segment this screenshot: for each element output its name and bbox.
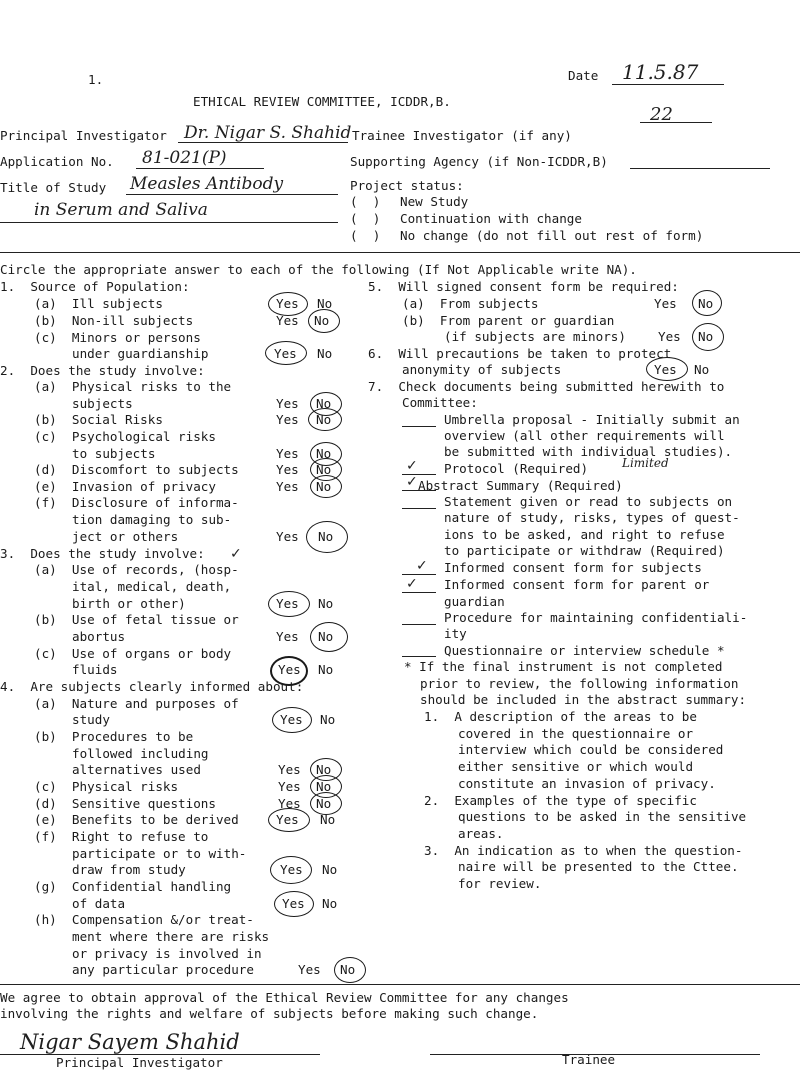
info-1-line-2: covered in the questionnaire or	[458, 726, 694, 741]
q2f-label-2: tion damaging to sub-	[72, 512, 232, 527]
q4b-no[interactable]: No	[316, 762, 332, 777]
q4c-yes[interactable]: Yes	[278, 779, 301, 794]
q4a-no[interactable]: No	[320, 712, 336, 727]
agency-label: Supporting Agency (if Non-ICDDR,B)	[350, 154, 608, 169]
info-2-line-2: questions to be asked in the sensitive	[458, 809, 747, 824]
pi-value: Dr. Nigar S. Shahid	[184, 123, 352, 143]
q5a-no[interactable]: No	[698, 296, 714, 311]
q4f-label-3: draw from study	[72, 862, 186, 877]
q1b-no[interactable]: No	[314, 313, 330, 328]
q4g-label-2: of data	[72, 896, 126, 911]
info-1-line-4: either sensitive or which would	[458, 759, 694, 774]
q2a-label-1: (a) Physical risks to the	[34, 379, 232, 394]
info-3-line-2: naire will be presented to the Cttee.	[458, 859, 739, 874]
q4g-label-1: (g) Confidential handling	[34, 879, 232, 894]
q4f-no[interactable]: No	[322, 862, 338, 877]
check-mark-icon: ✓	[406, 458, 418, 474]
doc-confidentiality-1: Procedure for maintaining confidentiali-	[444, 610, 748, 625]
q2e-no[interactable]: No	[316, 479, 332, 494]
doc-confidentiality-2: ity	[444, 626, 467, 641]
q2b-no[interactable]: No	[316, 412, 332, 427]
q6-label-2: anonymity of subjects	[402, 362, 562, 377]
doc-protocol: Protocol (Required)	[444, 461, 589, 476]
instruction-text: Circle the appropriate answer to each of the following (If Not Applicable write NA).	[0, 262, 637, 277]
q3b-label-2: abortus	[72, 629, 126, 644]
q7-heading-2: Committee:	[402, 395, 478, 410]
q4e-label: (e) Benefits to be derived	[34, 812, 239, 827]
note-line-1: * If the final instrument is not completed	[404, 659, 723, 674]
q3c-label-2: fluids	[72, 662, 118, 677]
q2f-answer-circle	[306, 521, 348, 553]
q5b-label-1: (b) From parent or guardian	[402, 313, 615, 328]
doc-statement-2: nature of study, risks, types of quest-	[444, 510, 740, 525]
q6-yes[interactable]: Yes	[654, 362, 677, 377]
q4e-yes[interactable]: Yes	[276, 812, 299, 827]
q3c-no[interactable]: No	[318, 662, 334, 677]
status-nochange-label: No change (do not fill out rest of form)	[400, 228, 704, 243]
q4g-yes[interactable]: Yes	[282, 896, 305, 911]
q4g-answer-circle	[274, 891, 314, 917]
q4d-label: (d) Sensitive questions	[34, 796, 216, 811]
q4a-answer-circle	[272, 707, 312, 733]
doc-statement-4: to participate or withdraw (Required)	[444, 543, 725, 558]
q1a-yes[interactable]: Yes	[276, 296, 299, 311]
trainee-signature-label: Trainee	[562, 1052, 616, 1067]
check-mark-icon: ✓	[406, 474, 418, 490]
info-1-line-3: interview which could be considered	[458, 742, 724, 757]
q2d-label: (d) Discomfort to subjects	[34, 462, 239, 477]
check-mark-icon: ✓	[230, 546, 242, 562]
q2a-yes[interactable]: Yes	[276, 396, 299, 411]
pi-label: Principal Investigator	[0, 128, 167, 143]
q2b-label: (b) Social Risks	[34, 412, 163, 427]
q4b-label-3: alternatives used	[72, 762, 201, 777]
check-mark-icon: ✓	[406, 576, 418, 592]
q5b-no[interactable]: No	[698, 329, 714, 344]
q5b-answer-circle	[692, 323, 724, 351]
trainee-label: Trainee Investigator (if any)	[352, 128, 572, 143]
q1c-yes[interactable]: Yes	[274, 346, 297, 361]
q4a-label-1: (a) Nature and purposes of	[34, 696, 239, 711]
q3c-yes[interactable]: Yes	[278, 662, 301, 677]
status-nochange-checkbox[interactable]: ( )	[350, 228, 381, 243]
q5a-answer-circle	[692, 290, 722, 316]
q5a-yes[interactable]: Yes	[654, 296, 677, 311]
q4c-no[interactable]: No	[316, 779, 332, 794]
study-title-value-1: Measles Antibody	[130, 174, 284, 194]
date-value: 11.5.87	[622, 60, 699, 84]
q6-no[interactable]: No	[694, 362, 710, 377]
q2d-yes[interactable]: Yes	[276, 462, 299, 477]
q1b-label: (b) Non-ill subjects	[34, 313, 194, 328]
q4a-yes[interactable]: Yes	[280, 712, 303, 727]
q3b-answer-circle	[310, 622, 348, 652]
q2e-answer-circle	[310, 475, 342, 498]
q2e-yes[interactable]: Yes	[276, 479, 299, 494]
q4-heading: 4. Are subjects clearly informed about:	[0, 679, 304, 694]
doc-statement-1: Statement given or read to subjects on	[444, 494, 733, 509]
q4d-no[interactable]: No	[316, 796, 332, 811]
q4c-label: (c) Physical risks	[34, 779, 179, 794]
q5a-label: (a) From subjects	[402, 296, 539, 311]
q2f-yes[interactable]: Yes	[276, 529, 299, 544]
q2c-label-2: to subjects	[72, 446, 156, 461]
status-new-label: New Study	[400, 194, 469, 209]
application-value: 81-021(P)	[142, 148, 227, 168]
q4e-no[interactable]: No	[320, 812, 336, 827]
q4b-label-1: (b) Procedures to be	[34, 729, 194, 744]
pi-signature: Nigar Sayem Shahid	[20, 1030, 240, 1054]
page-mark: 1.	[88, 72, 104, 87]
q4h-no[interactable]: No	[340, 962, 356, 977]
info-2-line-3: areas.	[458, 826, 504, 841]
q3b-yes[interactable]: Yes	[276, 629, 299, 644]
status-new-checkbox[interactable]: ( )	[350, 194, 381, 209]
q3b-label-1: (b) Use of fetal tissue or	[34, 612, 239, 627]
study-title-value-2: in Serum and Saliva	[34, 200, 208, 220]
info-1-line-1: 1. A description of the areas to be	[424, 709, 697, 724]
status-continuation-label: Continuation with change	[400, 211, 582, 226]
q1a-no[interactable]: No	[317, 296, 333, 311]
note-line-2: prior to review, the following information	[420, 676, 739, 691]
q6-answer-circle	[646, 357, 688, 381]
q5b-label-2: (if subjects are minors)	[444, 329, 626, 344]
q1b-yes[interactable]: Yes	[276, 313, 299, 328]
q4g-no[interactable]: No	[322, 896, 338, 911]
pi-signature-label: Principal Investigator	[56, 1055, 223, 1070]
info-1-line-5: constitute an invasion of privacy.	[458, 776, 716, 791]
info-2-line-1: 2. Examples of the type of specific	[424, 793, 697, 808]
q4b-label-2: followed including	[72, 746, 209, 761]
q2f-label-1: (f) Disclosure of informa-	[34, 495, 239, 510]
q1a-label: (a) Ill subjects	[34, 296, 163, 311]
info-3-line-1: 3. An indication as to when the question-	[424, 843, 743, 858]
doc-questionnaire: Questionnaire or interview schedule *	[444, 643, 725, 658]
q5b-yes[interactable]: Yes	[658, 329, 681, 344]
q4h-label-4: any particular procedure	[72, 962, 254, 977]
q2c-no[interactable]: No	[316, 446, 332, 461]
q2f-no[interactable]: No	[318, 529, 334, 544]
q4h-label-1: (h) Compensation &/or treat-	[34, 912, 254, 927]
doc-consent-parent-2: guardian	[444, 594, 505, 609]
q4f-label-2: participate or to with-	[72, 846, 247, 861]
q5-heading: 5. Will signed consent form be required:	[368, 279, 679, 294]
doc-statement-3: ions to be asked, and right to refuse	[444, 527, 725, 542]
q2b-answer-circle	[308, 408, 342, 431]
doc-consent-subjects: Informed consent form for subjects	[444, 560, 702, 575]
check-mark-icon: ✓	[416, 558, 428, 574]
q2-heading: 2. Does the study involve:	[0, 363, 205, 378]
q1c-no[interactable]: No	[317, 346, 333, 361]
q3a-label-3: birth or other)	[72, 596, 186, 611]
q4h-label-3: or privacy is involved in	[72, 946, 262, 961]
q3b-no[interactable]: No	[318, 629, 334, 644]
q3a-answer-circle	[268, 591, 310, 617]
doc-umbrella-2: overview (all other requirements will	[444, 428, 725, 443]
q7-heading-1: 7. Check documents being submitted herewith to	[368, 379, 725, 394]
q3a-yes[interactable]: Yes	[276, 596, 299, 611]
study-title-label: Title of Study	[0, 180, 107, 195]
info-3-line-3: for review.	[458, 876, 542, 891]
q3a-no[interactable]: No	[318, 596, 334, 611]
doc-consent-parent-1: Informed consent form for parent or	[444, 577, 710, 592]
application-label: Application No.	[0, 154, 114, 169]
q1c-label-1: (c) Minors or persons	[34, 330, 201, 345]
q4h-label-2: ment where there are risks	[72, 929, 270, 944]
note-line-3: should be included in the abstract summary:	[420, 692, 747, 707]
q4f-label-1: (f) Right to refuse to	[34, 829, 209, 844]
q2d-no[interactable]: No	[316, 462, 332, 477]
q4b-yes[interactable]: Yes	[278, 762, 301, 777]
project-status-label: Project status:	[350, 178, 464, 193]
q4d-yes[interactable]: Yes	[278, 796, 301, 811]
q4f-answer-circle	[270, 856, 312, 884]
q3a-label-1: (a) Use of records, (hosp-	[34, 562, 239, 577]
q4a-label-2: study	[72, 712, 110, 727]
status-continuation-checkbox[interactable]: ( )	[350, 211, 381, 226]
q2a-label-2: subjects	[72, 396, 133, 411]
q2c-yes[interactable]: Yes	[276, 446, 299, 461]
q2e-label: (e) Invasion of privacy	[34, 479, 216, 494]
q3a-label-2: ital, medical, death,	[72, 579, 232, 594]
doc-protocol-note: Limited	[622, 456, 669, 470]
q2f-label-3: ject or others	[72, 529, 179, 544]
date-label: Date	[568, 68, 599, 83]
q1-heading: 1. Source of Population:	[0, 279, 190, 294]
handwritten-number: 22	[650, 104, 673, 125]
doc-umbrella-3: be submitted with individual studies).	[444, 444, 733, 459]
q1b-answer-circle	[308, 309, 340, 333]
q4f-yes[interactable]: Yes	[280, 862, 303, 877]
q2a-no[interactable]: No	[316, 396, 332, 411]
q3c-label-1: (c) Use of organs or body	[34, 646, 232, 661]
doc-abstract: Abstract Summary (Required)	[418, 478, 623, 493]
q2b-yes[interactable]: Yes	[276, 412, 299, 427]
q4e-answer-circle	[268, 808, 310, 832]
q4h-yes[interactable]: Yes	[298, 962, 321, 977]
agreement-line-1: We agree to obtain approval of the Ethical Review Committee for any changes	[0, 990, 569, 1005]
q1c-label-2: under guardianship	[72, 346, 209, 361]
q4h-answer-circle	[334, 957, 366, 983]
q2c-label-1: (c) Psychological risks	[34, 429, 216, 444]
q1c-answer-circle	[265, 341, 307, 365]
q3-heading: 3. Does the study involve:	[0, 546, 205, 561]
agreement-line-2: involving the rights and welfare of subjects before making such change.	[0, 1006, 539, 1021]
form-title: ETHICAL REVIEW COMMITTEE, ICDDR,B.	[193, 94, 451, 109]
doc-umbrella-1: Umbrella proposal - Initially submit an	[444, 412, 740, 427]
q6-label-1: 6. Will precautions be taken to protect	[368, 346, 672, 361]
